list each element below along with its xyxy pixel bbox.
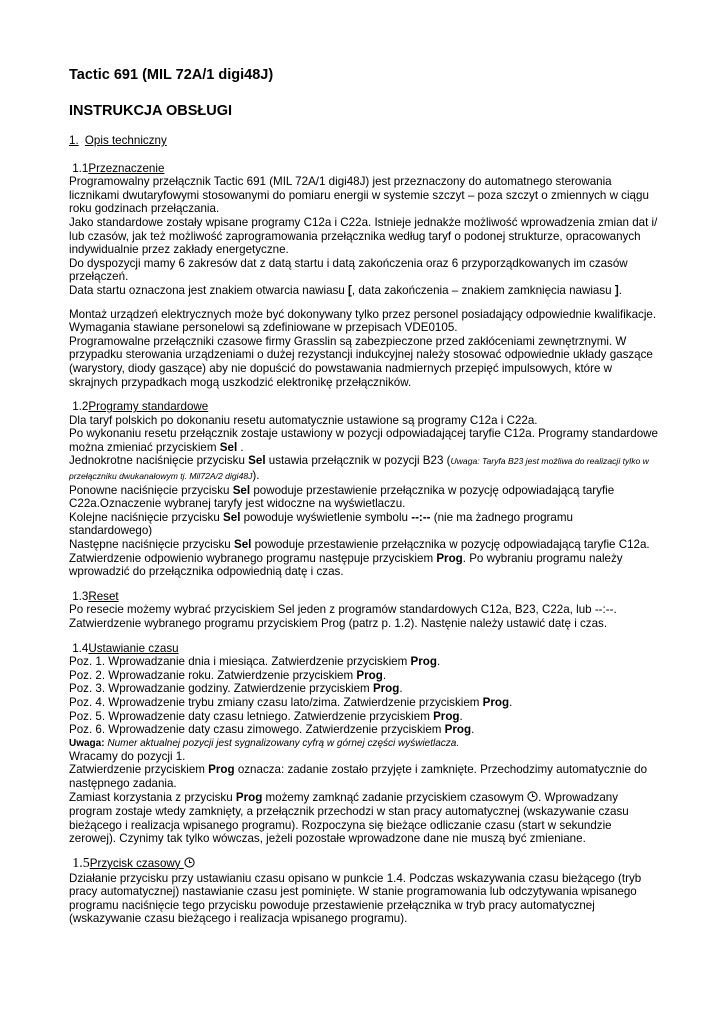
paragraph bbox=[69, 538, 659, 552]
paragraph: Działanie przycisku przy ustawianiu czasu opisano w punkcie 1.4. Podczas wskazywania czasu bieżącego (tryb pracy automatycznej) nastawianie czasu jest pominięte. W stanie programowania lub odczytywania wpisanego programu naciśnięcie tego przycisku powoduje przestawienie przełącznika w tryb pracy automatycznej (wskazywanie czasu bieżącego i realizacja wpisanego programu). bbox=[69, 871, 642, 926]
paragraph bbox=[69, 454, 659, 483]
prog-button-ref: Prog bbox=[356, 668, 383, 682]
section-1-2-heading bbox=[69, 400, 659, 414]
paragraph bbox=[69, 552, 659, 579]
section-1-5 bbox=[69, 857, 659, 926]
paragraph: Jako standardowe zostały wpisane programy C12a i C22a. Istnieje jednakże możliwość wprowadzenia zmian dat i/ lub czasów, jak też możliwość zaprogramowania przełącznika według taryf o podonej strukturze, opracowanych indywidualnie przez zakłady energetyczne. bbox=[69, 215, 658, 257]
bracket-open: [ bbox=[348, 283, 352, 297]
text-run: oznacza: zadanie zostało przyjęte i zamknięte. Przechodzimy automatycznie do następnego zadania. bbox=[69, 763, 648, 790]
list-item bbox=[69, 696, 659, 710]
text-run: Poz. 4. Wprowadzenie trybu zmiany czasu lato/zima. Zatwierdzenie przyciskiem bbox=[69, 695, 483, 709]
section-1-4 bbox=[69, 642, 659, 846]
paragraph: Programowalny przełącznik Tactic 691 (MIL 72A/1 digi48J) jest przeznaczony do automatnego sterowania licznikami dwutaryfowymi stosowanymi do pomiaru energii w systemie szczyt – poza szczyt o zmiennych w ciągu roku godzinach przełączania. bbox=[69, 175, 649, 216]
section-1-1-heading bbox=[69, 162, 659, 176]
text-run: Jednokrotne naciśnięcie przycisku bbox=[69, 454, 249, 468]
paragraph: Po resecie możemy wybrać przyciskiem Sel jeden z programów standardowych C12a, B23, C22a, lub --:--. Zatwierdzenie wybranego programu przyciskiem Prog (patrz p. 1.2). Nastęnie należy ustawić datę i czas. bbox=[69, 603, 617, 630]
paragraph: Wracamy do pozycji 1. bbox=[69, 749, 186, 763]
section-1-3 bbox=[69, 590, 659, 631]
prog-button-ref: Prog bbox=[208, 763, 235, 777]
section-1-label: Opis techniczny bbox=[84, 134, 167, 147]
text-run: . bbox=[436, 655, 441, 669]
section-1-3-label: Reset bbox=[88, 589, 119, 603]
text-run: powoduje przestawienie przełącznika w pozycję odpowiadającą taryfie C22a.Oznaczenie wybranej taryfy jest widoczne na wyświetlaczu. bbox=[69, 483, 615, 511]
text-run: Poz. 2. Wprowadzanie roku. Zatwierdzenie przyciskiem bbox=[69, 668, 357, 682]
section-1-4-label: Ustawianie czasu bbox=[88, 641, 179, 655]
paragraph bbox=[69, 511, 659, 538]
prog-button-ref: Prog bbox=[372, 682, 400, 696]
text-run: . Po wybraniu programu należy wprowadzić do przełącznika odpowiednią datę i czas. bbox=[69, 551, 623, 579]
text-run: . bbox=[237, 440, 244, 454]
section-1-1-label: Przeznaczenie bbox=[88, 161, 165, 175]
prog-button-ref: Prog bbox=[436, 551, 463, 565]
section-1-1-number: 1.1 bbox=[72, 161, 89, 175]
section-1-3-number: 1.3 bbox=[72, 589, 89, 603]
sel-button-ref: Sel bbox=[248, 454, 266, 468]
prog-button-ref: Prog bbox=[235, 790, 263, 804]
paragraph: Do dyspozycji mamy 6 zakresów dat z datą startu i datą zakończenia oraz 6 przyporządkowanych im czasów przełączeń. bbox=[69, 256, 628, 284]
text-run: (nie ma żadnego programu standardowego) bbox=[69, 510, 573, 538]
text-run: Poz. 6. Wprowadzenie daty czasu zimowego. Zatwierdzenie przyciskiem bbox=[69, 723, 445, 737]
text-run: . bbox=[459, 709, 463, 723]
sel-button-ref: Sel bbox=[219, 440, 238, 454]
section-1-2 bbox=[69, 400, 659, 579]
paragraph bbox=[69, 484, 659, 511]
text-run: Następne naciśnięcie przycisku bbox=[69, 538, 234, 552]
note-text: Numer aktualnej pozycji jest sygnalizowany cyfrą w górnej części wyświetlacza. bbox=[104, 737, 460, 749]
text-run: Zamiast korzystania z przycisku bbox=[69, 790, 236, 804]
note-text: Uwaga: Taryfa B23 jest możliwa do realizacji tylko w przełączniku dwukanałowym tj. Mil72A/2 digi48J bbox=[69, 456, 649, 482]
document-subtitle: INSTRUKCJA OBSŁUGI bbox=[69, 103, 232, 119]
sel-button-ref: Sel bbox=[223, 510, 241, 524]
list-item bbox=[69, 669, 659, 683]
text-run: . bbox=[471, 723, 475, 737]
list-item bbox=[69, 682, 659, 696]
section-1-4-number: 1.4 bbox=[72, 641, 89, 655]
paragraph bbox=[69, 284, 659, 298]
section-1-1 bbox=[69, 162, 659, 390]
text-run: Zatwierdzenie przyciskiem bbox=[69, 763, 209, 777]
list-item bbox=[69, 710, 659, 724]
paragraph bbox=[69, 427, 659, 454]
section-1-5-number: 1.5 bbox=[72, 855, 90, 871]
text-run: Zatwierdzenie odpowienio wybranego programu następuje przyciskiem bbox=[69, 551, 437, 565]
paragraph: Montaż urządzeń elektrycznych może być dokonywany tylko przez personel posiadający odpowiednie kwalifikacje. Wymagania stawiane personelowi są zdefiniowane w przepisach VDE0105. bbox=[69, 307, 657, 335]
text-run: ustawia przełącznik w pozycji B23 ( bbox=[265, 454, 451, 468]
text-run: . bbox=[399, 682, 403, 696]
list-item bbox=[69, 723, 659, 737]
paragraph bbox=[69, 791, 659, 846]
section-1-2-label: Programy standardowe bbox=[88, 400, 209, 414]
text-run: . bbox=[509, 695, 513, 709]
section-1-heading bbox=[69, 134, 659, 148]
text-run: ). bbox=[252, 469, 260, 483]
paragraph: Dla taryf polskich po dokonaniu resetu automatycznie ustawione są programy C12a i C22a. bbox=[69, 413, 538, 427]
prog-button-ref: Prog bbox=[433, 709, 460, 723]
clock-icon bbox=[527, 791, 538, 806]
text-run: Poz. 3. Wprowadzanie godziny. Zatwierdzenie przyciskiem bbox=[69, 682, 373, 696]
text-run: Poz. 5. Wprowadzenie daty czasu letniego. Zatwierdzenie przyciskiem bbox=[69, 709, 434, 723]
document-page bbox=[69, 66, 659, 926]
paragraph: Programowalne przełączniki czasowe firmy Grasslin są zabezpieczone przed zakłóceniami zewnętrznymi. W przypadku sterowania urządzeniami o dużej rezystancji indukcyjnej należy stosować odpowiednie układy gaszące (warystory, diody gaszące) aby nie dopuścić do powstawania nadmiernych przepięć impulsowych, które w skrajnych przypadkach mogą uszkodzić elektronikę przełączników. bbox=[69, 334, 653, 389]
dash-symbol: --:-- bbox=[411, 510, 431, 524]
text-run: powoduje przestawienie przełącznika w pozycję odpowiadającą taryfie C12a. bbox=[251, 538, 650, 552]
section-1-number: 1. bbox=[69, 134, 79, 147]
document-title: Tactic 691 (MIL 72A/1 digi48J) bbox=[69, 67, 274, 83]
bracket-close: ] bbox=[614, 283, 619, 297]
text-run: powoduje wyświetlenie symbolu bbox=[240, 510, 412, 524]
section-1-5-heading bbox=[69, 857, 659, 872]
text-run: Ponowne naciśnięcie przycisku bbox=[69, 483, 233, 497]
sel-button-ref: Sel bbox=[233, 538, 252, 552]
sel-button-ref: Sel bbox=[232, 483, 251, 497]
text-run: . Wprowadzany program zostaje wtedy zamknięty, a przełącznik przechodzi w stan pracy automatycznej (wskazywanie czasu bieżącego i realizacja wpisanego programu). Rozpoczyna się bieżące odliczanie czasu (start w sekundzie zerowej). Czynimy tak tylko wówczas, jeżeli pozostałe wprowadzone dane nie muszą być zmieniane. bbox=[69, 790, 629, 846]
text-run: , data zakończenia – znakiem zamknięcia nawiasu bbox=[351, 283, 615, 297]
text-run: Poz. 1. Wprowadzanie dnia i miesiąca. Zatwierdzenie przyciskiem bbox=[69, 655, 411, 669]
text-run: Po wykonaniu resetu przełącznik zostaje ustawiony w pozycji odpowiadającej taryfie C12a. Programy standardowe można zmieniać przyciskiem bbox=[69, 427, 659, 454]
text-run: Kolejne naciśnięcie przycisku bbox=[69, 510, 224, 524]
prog-button-ref: Prog bbox=[410, 655, 437, 669]
section-1-2-number: 1.2 bbox=[72, 400, 89, 414]
section-1-3-heading bbox=[69, 590, 659, 604]
note bbox=[69, 737, 659, 750]
clock-icon bbox=[184, 857, 195, 872]
prog-button-ref: Prog bbox=[444, 723, 472, 737]
text-run: . bbox=[382, 668, 387, 682]
section-1-4-heading bbox=[69, 642, 659, 656]
text-run: możemy zamknąć zadanie przyciskiem czasowym bbox=[262, 790, 528, 804]
text-run: Data startu oznaczona jest znakiem otwarcia nawiasu bbox=[69, 283, 349, 297]
section-1-5-label: Przycisk czasowy bbox=[89, 856, 184, 870]
list-item bbox=[69, 655, 659, 669]
note-label: Uwaga: bbox=[69, 737, 105, 749]
paragraph bbox=[69, 763, 659, 790]
text-run: . bbox=[618, 283, 622, 297]
prog-button-ref: Prog bbox=[482, 695, 510, 709]
